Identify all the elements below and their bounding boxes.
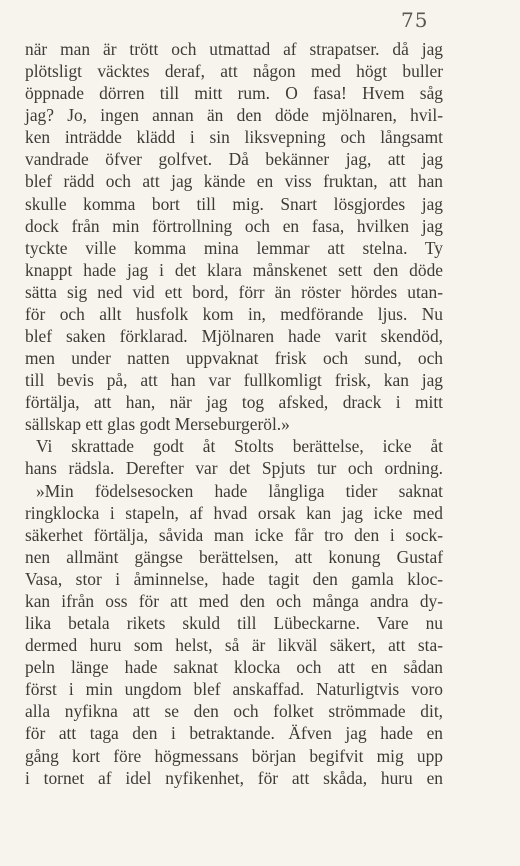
- text-line: för och allt husfolk kom in, medförande ljus. Nu: [25, 303, 443, 324]
- text-line: lika betala rikets skuld till Lübeckarne. Vare nu: [25, 613, 443, 634]
- text-line: till bevis på, att han var fullkomligt frisk, kan jag: [25, 370, 443, 391]
- text-line: sätta sig ned vid ett bord, förr än röster hördes utan-: [25, 281, 443, 302]
- text-line: dermed huru som helst, så är likväl säkert, att sta-: [25, 635, 443, 656]
- text-line: kan ifrån oss för att med den och många andra dy-: [25, 590, 443, 611]
- text-line: skulle komma bort till mig. Snart lösgjordes jag: [25, 193, 443, 214]
- text-line: blef saken förklarad. Mjölnaren hade varit skendöd,: [25, 326, 443, 347]
- text-line: först i min ungdom blef anskaffad. Naturligtvis voro: [25, 679, 443, 700]
- text-line: peln länge hade saknat klocka och att en sådan: [25, 657, 443, 678]
- text-line: plötsligt väcktes deraf, att någon med högt buller: [25, 61, 443, 82]
- text-line: blef rädd och att jag kände en viss fruktan, att han: [25, 171, 443, 192]
- text-line: ringklocka i stapeln, af hvad orsak kan jag icke med: [25, 502, 443, 523]
- body-text: [25, 38, 443, 789]
- text-line: vandrade öfver golfvet. Då bekänner jag, att jag: [25, 149, 443, 170]
- text-line: för att taga den i betraktande. Äfven jag hade en: [25, 723, 443, 744]
- text-line: öppnade dörren till mitt rum. O fasa! Hvem såg: [25, 83, 443, 104]
- text-line: när man är trött och utmattad af strapatser. då jag: [25, 39, 443, 59]
- text-line: ken inträdde klädd i sin liksvepning och långsamt: [25, 127, 443, 148]
- text-line: hans rädsla. Derefter var det Spjuts tur och ordning.: [25, 458, 443, 479]
- text-line: dock från min förtrollning och en fasa, hvilken jag: [25, 215, 443, 236]
- text-line: sällskap ett glas godt Merseburgeröl.»: [25, 414, 290, 435]
- text-line: knappt hade jag i det klara månskenet sett den döde: [25, 259, 443, 280]
- page-number: 75: [401, 8, 429, 32]
- text-line: men under natten uppvaknat frisk och sund, och: [25, 348, 443, 369]
- text-line: gång kort före högmessans början begifvit mig upp: [25, 745, 443, 766]
- text-line: Vi skrattade godt åt Stolts berättelse, icke åt: [36, 436, 443, 457]
- text-line: alla nyfikna att se den och folket strömmade dit,: [25, 701, 443, 722]
- text-line: i tornet af idel nyfikenhet, för att skåda, huru en: [25, 767, 443, 788]
- text-line: tyckte ville komma mina lemmar att stelna. Ty: [25, 237, 443, 258]
- text-line: Vasa, stor i åminnelse, hade tagit den gamla kloc-: [25, 568, 443, 589]
- text-line: nen allmänt gängse berättelsen, att konung Gustaf: [25, 546, 443, 567]
- text-line: jag? Jo, ingen annan än den döde mjölnaren, hvil-: [25, 105, 443, 126]
- text-line: förtälja, att han, när jag tog afsked, drack i mitt: [25, 392, 443, 413]
- text-line: säkerhet förtälja, såvida man icke får tro den i sock-: [25, 524, 443, 545]
- text-line: »Min födelsesocken hade långliga tider saknat: [36, 480, 443, 501]
